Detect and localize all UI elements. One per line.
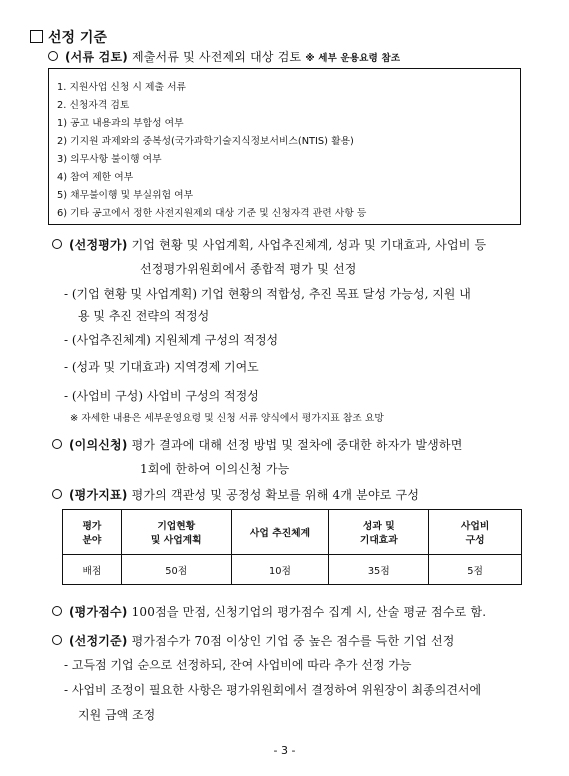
objection-text: 평가 결과에 대해 선정 방법 및 절차에 중대한 하자가 발생하면 [131,438,463,452]
evaluation-text-2: 선정평가위원회에서 종합적 평가 및 선정 [140,262,357,276]
review-note: ※ 세부 운용요령 참조 [305,53,401,64]
evaluation-item: 용 및 추진 전략의 적정성 [78,309,210,323]
score-text: 100점을 만점, 신청기업의 평가점수 집계 시, 산술 평균 점수로 함. [131,605,487,619]
score-label: (평가점수) [69,605,128,619]
circle-bullet-icon [52,439,62,449]
table-cell: 5점 [429,555,522,585]
box-item: 5) 채무불이행 및 부실위험 여부 [57,190,194,201]
evaluation-item: - (성과 및 기대효과) 지역경제 기여도 [64,360,259,374]
evaluation-text: 기업 현황 및 사업계획, 사업추진체계, 성과 및 기대효과, 사업비 등 [131,238,487,252]
score-table [62,509,522,585]
criteria-line [52,632,455,649]
circle-bullet-icon [48,51,58,61]
indicator-label: (평가지표) [69,488,128,502]
box-item: 1) 공고 내용과의 부합성 여부 [57,118,184,129]
criteria-item: - 사업비 조정이 필요한 사항은 평가위원회에서 결정하여 위원장이 최종의견서에 [64,683,482,697]
box-item: 6) 기타 공고에서 정한 사전지원제외 대상 기준 및 신청자격 관련 사항 등 [57,208,367,219]
evaluation-item: - (사업비 구성) 사업비 구성의 적정성 [64,389,259,403]
table-header-cell: 사업 추진체계 [231,510,329,555]
review-line [48,48,400,65]
table-row [63,555,522,585]
circle-bullet-icon [52,239,62,249]
circle-bullet-icon [52,606,62,616]
checkbox-square-icon [30,30,43,43]
review-text: 제출서류 및 사전제외 대상 검토 [131,50,302,64]
indicator-text: 평가의 객관성 및 공정성 확보를 위해 4개 분야로 구성 [131,488,420,502]
table-header-cell: 기업현황 및 사업계획 [121,510,231,555]
evaluation-item: - (기업 현황 및 사업계획) 기업 현황의 적합성, 추진 목표 달성 가능성, 지원 내 [64,287,471,301]
table-header-cell: 사업비 구성 [429,510,522,555]
box-item: 3) 의무사항 불이행 여부 [57,154,162,165]
evaluation-line [52,236,486,253]
box-item: 4) 참여 제한 여부 [57,172,134,183]
evaluation-note: ※ 자세한 내용은 세부운영요령 및 신청 서류 양식에서 평가지표 참조 요망 [70,413,384,424]
table-cell: 10점 [231,555,329,585]
box-item: 2) 기지원 과제와의 중복성(국가과학기술지식정보서비스(NTIS) 활용) [57,136,354,147]
objection-line [52,436,463,453]
circle-bullet-icon [52,489,62,499]
table-header-row [63,510,522,555]
objection-label: (이의신청) [69,438,128,452]
table-header-cell: 성과 및 기대효과 [329,510,429,555]
table-cell: 50점 [121,555,231,585]
evaluation-item: - (사업추진체계) 지원체계 구성의 적정성 [64,333,279,347]
objection-text-2: 1회에 한하여 이의신청 가능 [140,462,290,476]
circle-bullet-icon [52,635,62,645]
review-label: (서류 검토) [65,50,128,64]
document-checklist-box [48,68,521,225]
criteria-item: 지원 금액 조정 [78,708,156,722]
box-item: 2. 신청자격 검토 [57,100,130,111]
table-header-cell: 평가 분야 [63,510,122,555]
evaluation-label: (선정평가) [69,238,128,252]
score-line [52,603,486,620]
table-cell: 35점 [329,555,429,585]
criteria-text: 평가점수가 70점 이상인 기업 중 높은 점수를 득한 기업 선정 [131,634,455,648]
indicator-line [52,486,419,503]
section-title: 선정 기준 [30,27,107,47]
criteria-label: (선정기준) [69,634,128,648]
box-item: 1. 지원사업 신청 시 제출 서류 [57,82,187,93]
page-number: - 3 - [273,744,296,757]
table-row-label: 배점 [63,555,122,585]
criteria-item: - 고득점 기업 순으로 선정하되, 잔여 사업비에 따라 추가 선정 가능 [64,658,412,672]
